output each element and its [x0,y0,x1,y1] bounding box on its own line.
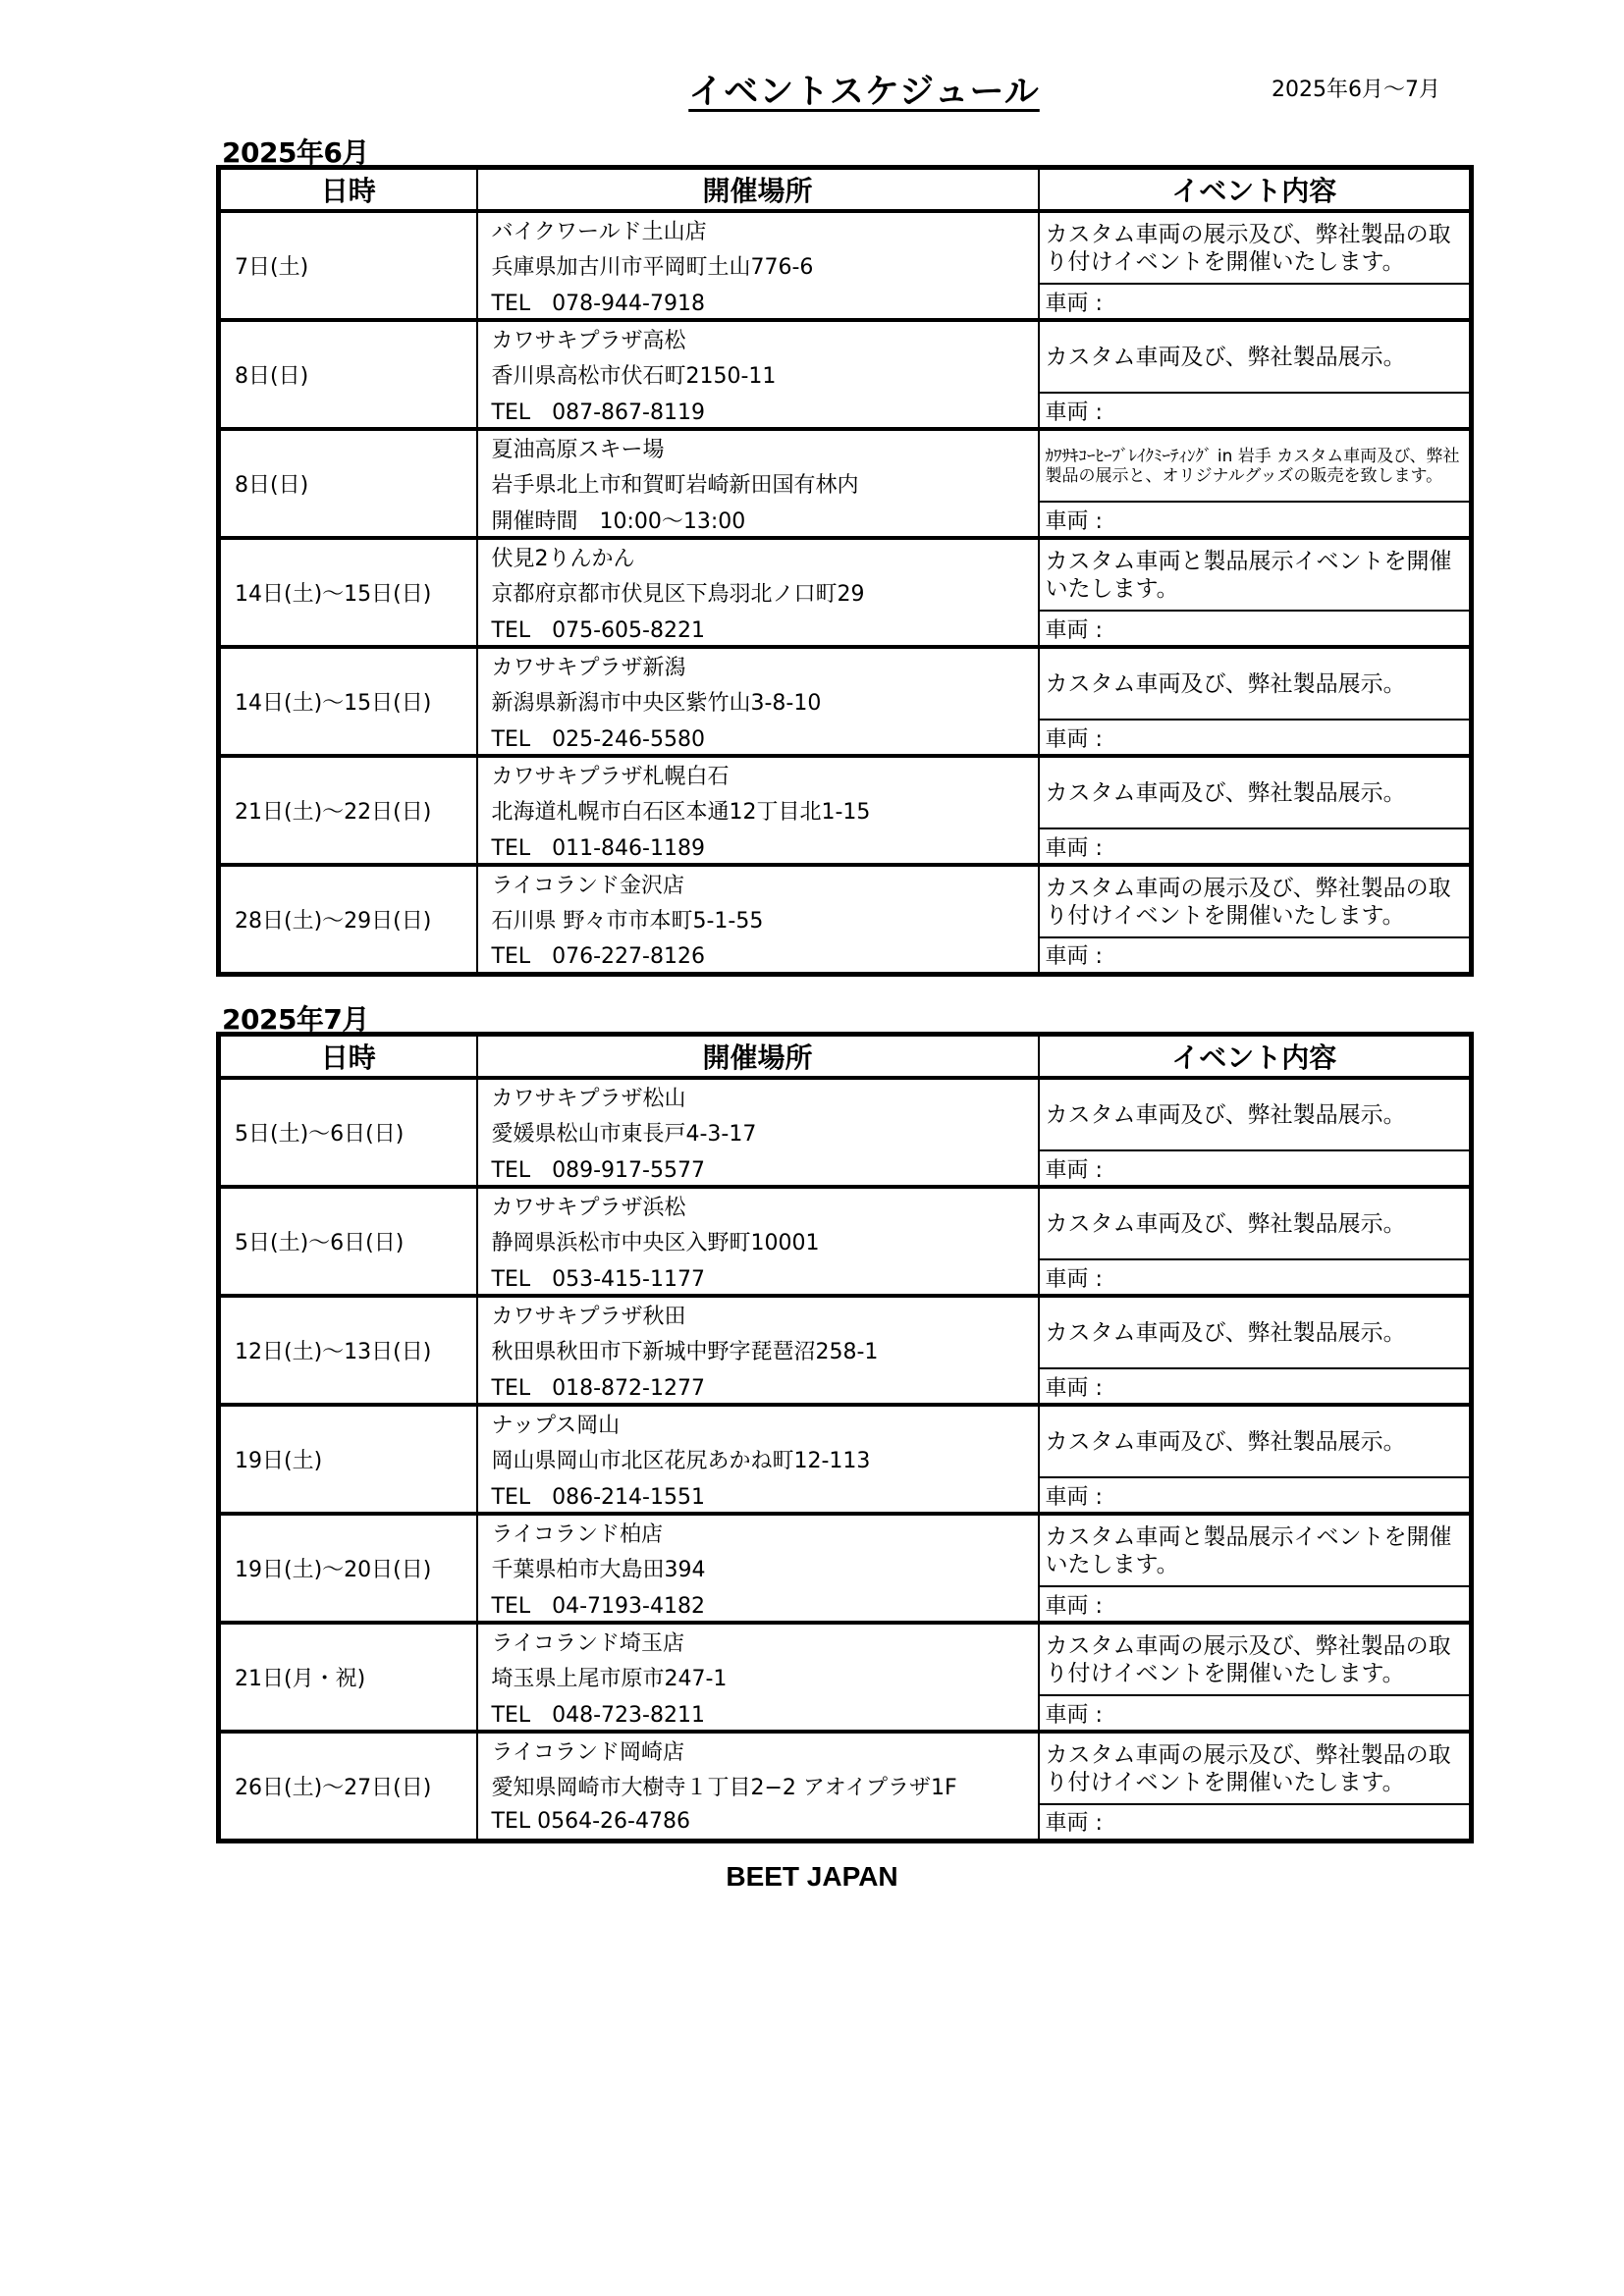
event-date: 12日(土)～13日(日) [219,1296,477,1405]
event-content: カスタム車両の展示及び、弊社製品の取り付けイベントを開催いたします。 [1039,1623,1472,1695]
event-date: 21日(土)～22日(日) [219,756,477,865]
event-vehicle: 車両 : [1039,937,1472,974]
event-vehicle: 車両 : [1039,1477,1472,1514]
event-date: 8日(日) [219,429,477,538]
event-content: カスタム車両の展示及び、弊社製品の取り付けイベントを開催いたします。 [1039,211,1472,284]
event-tel: TEL 087-867-8119 [477,393,1039,429]
event-row [219,211,1472,247]
event-content: カスタム車両と製品展示イベントを開催いたします。 [1039,538,1472,611]
col-header-venue: 開催場所 [477,168,1039,212]
event-address: 石川県 野々市市本町5-1-55 [477,901,1039,937]
event-row [219,1078,1472,1114]
event-tel: TEL 053-415-1177 [477,1259,1039,1296]
event-tel: TEL 089-917-5577 [477,1150,1039,1187]
event-tel: TEL 048-723-8211 [477,1695,1039,1732]
event-address: 京都府京都市伏見区下鳥羽北ノ口町29 [477,574,1039,611]
footer-brand: BEET JAPAN [726,1861,898,1892]
event-row [219,1405,1472,1441]
event-date: 19日(土)～20日(日) [219,1514,477,1623]
event-address: 岡山県岡山市北区花尻あかね町12-113 [477,1441,1039,1477]
event-address: 兵庫県加古川市平岡町土山776-6 [477,247,1039,284]
event-date: 26日(土)～27日(日) [219,1732,477,1841]
event-row [219,1732,1472,1768]
event-tel: TEL 018-872-1277 [477,1368,1039,1405]
event-content: カスタム車両及び、弊社製品展示。 [1039,1405,1472,1477]
event-venue: ライコランド柏店 [477,1514,1039,1550]
event-venue: カワサキプラザ高松 [477,320,1039,356]
event-row [219,1623,1472,1659]
june-label: 2025年6月 [222,136,369,169]
event-content: カスタム車両及び、弊社製品展示。 [1039,1078,1472,1150]
col-header-content: イベント内容 [1039,168,1472,212]
event-tel: TEL 0564-26-4786 [477,1804,1039,1841]
event-vehicle: 車両 : [1039,284,1472,320]
event-content: カスタム車両及び、弊社製品展示。 [1039,647,1472,720]
june-schedule-table [216,165,1474,977]
event-address: 愛媛県松山市東長戸4-3-17 [477,1114,1039,1150]
event-content: カスタム車両と製品展示イベントを開催いたします。 [1039,1514,1472,1586]
event-vehicle: 車両 : [1039,611,1472,647]
event-vehicle: 車両 : [1039,1586,1472,1623]
july-label: 2025年7月 [222,1003,369,1036]
event-venue: カワサキプラザ新潟 [477,647,1039,683]
event-row [219,429,1472,465]
event-vehicle: 車両 : [1039,720,1472,756]
event-address: 秋田県秋田市下新城中野字琵琶沼258-1 [477,1332,1039,1368]
event-content: カスタム車両の展示及び、弊社製品の取り付けイベントを開催いたします。 [1039,865,1472,937]
event-tel: TEL 011-846-1189 [477,828,1039,865]
event-row [219,1514,1472,1550]
event-vehicle: 車両 : [1039,393,1472,429]
event-vehicle: 車両 : [1039,1259,1472,1296]
event-content: ｶﾜｻｷｺｰﾋｰﾌﾞﾚｲｸﾐｰﾃｨﾝｸﾞ in 岩手 カスタム車両及び、弊社製品の展示と、オリジナルグッズの販売を致します。 [1039,429,1472,502]
event-content: カスタム車両及び、弊社製品展示。 [1039,756,1472,828]
event-tel: TEL 076-227-8126 [477,937,1039,974]
event-date: 14日(土)～15日(日) [219,538,477,647]
event-content: カスタム車両及び、弊社製品展示。 [1039,320,1472,393]
event-vehicle: 車両 : [1039,1368,1472,1405]
event-tel: TEL 086-214-1551 [477,1477,1039,1514]
event-venue: カワサキプラザ松山 [477,1078,1039,1114]
event-date: 21日(月・祝) [219,1623,477,1732]
event-address: 岩手県北上市和賀町岩崎新田国有林内 [477,465,1039,502]
col-header-content: イベント内容 [1039,1035,1472,1079]
event-row [219,320,1472,356]
event-row [219,865,1472,901]
event-address: 北海道札幌市白石区本通12丁目北1-15 [477,792,1039,828]
event-address: 香川県高松市伏石町2150-11 [477,356,1039,393]
event-vehicle: 車両 : [1039,828,1472,865]
event-row [219,756,1472,792]
event-row [219,538,1472,574]
event-date: 5日(土)～6日(日) [219,1078,477,1187]
event-content: カスタム車両の展示及び、弊社製品の取り付けイベントを開催いたします。 [1039,1732,1472,1804]
event-address: 千葉県柏市大島田394 [477,1550,1039,1586]
col-header-venue: 開催場所 [477,1035,1039,1079]
event-tel: TEL 04-7193-4182 [477,1586,1039,1623]
event-venue: 伏見2りんかん [477,538,1039,574]
event-venue: ライコランド金沢店 [477,865,1039,901]
event-date: 8日(日) [219,320,477,429]
event-tel: TEL 075-605-8221 [477,611,1039,647]
july-schedule-table [216,1032,1474,1843]
event-venue: バイクワールド土山店 [477,211,1039,247]
event-row [219,1187,1472,1223]
event-date: 14日(土)～15日(日) [219,647,477,756]
event-tel: 開催時間 10:00～13:00 [477,502,1039,538]
event-address: 静岡県浜松市中央区入野町10001 [477,1223,1039,1259]
event-venue: カワサキプラザ秋田 [477,1296,1039,1332]
event-venue: 夏油高原スキー場 [477,429,1039,465]
event-date: 28日(土)～29日(日) [219,865,477,974]
event-venue: カワサキプラザ札幌白石 [477,756,1039,792]
event-row [219,1296,1472,1332]
event-row [219,647,1472,683]
event-date: 5日(土)～6日(日) [219,1187,477,1296]
event-vehicle: 車両 : [1039,502,1472,538]
event-venue: ライコランド埼玉店 [477,1623,1039,1659]
event-content: カスタム車両及び、弊社製品展示。 [1039,1187,1472,1259]
col-header-datetime: 日時 [219,168,477,212]
event-vehicle: 車両 : [1039,1150,1472,1187]
event-venue: カワサキプラザ浜松 [477,1187,1039,1223]
event-venue: ライコランド岡崎店 [477,1732,1039,1768]
table-header-row [219,1035,1472,1079]
date-range: 2025年6月～7月 [1272,78,1440,102]
event-address: 愛知県岡崎市大樹寺１丁目2−2 アオイプラザ1F [477,1768,1039,1804]
event-date: 7日(土) [219,211,477,320]
event-tel: TEL 025-246-5580 [477,720,1039,756]
event-tel: TEL 078-944-7918 [477,284,1039,320]
event-address: 新潟県新潟市中央区紫竹山3-8-10 [477,683,1039,720]
table-header-row [219,168,1472,212]
document-title: イベントスケジュール [688,73,1040,112]
col-header-datetime: 日時 [219,1035,477,1079]
event-content: カスタム車両及び、弊社製品展示。 [1039,1296,1472,1368]
event-vehicle: 車両 : [1039,1695,1472,1732]
event-vehicle: 車両 : [1039,1804,1472,1841]
event-address: 埼玉県上尾市原市247-1 [477,1659,1039,1695]
event-venue: ナップス岡山 [477,1405,1039,1441]
event-date: 19日(土) [219,1405,477,1514]
